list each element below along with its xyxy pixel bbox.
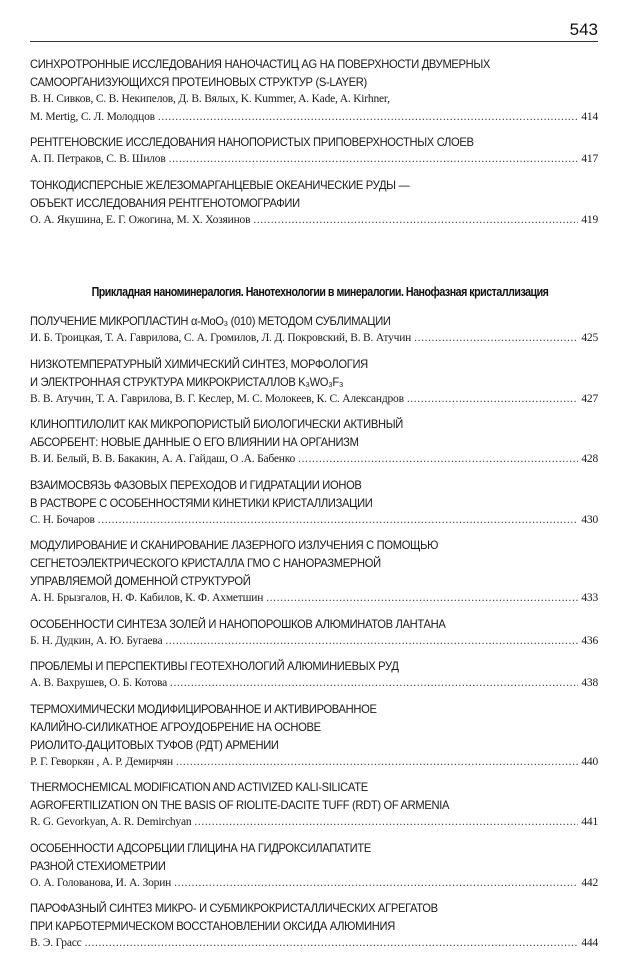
- entry-authors-line: [30, 391, 598, 409]
- entry-page-number: 425: [581, 332, 598, 344]
- entry-title-line: КАЛИЙНО-СИЛИКАТНОЕ АГРОУДОБРЕНИЕ НА ОСНОВЕ: [30, 719, 321, 734]
- entry-authors-line: [30, 935, 598, 953]
- toc-entry[interactable]: [30, 700, 598, 772]
- dot-leader: [98, 512, 579, 530]
- entry-authors-line: [30, 590, 598, 608]
- entry-title-line: ОБЪЕКТ ИССЛЕДОВАНИЯ РЕНТГЕНОТОМОГРАФИИ: [30, 195, 300, 210]
- toc-entry[interactable]: [30, 899, 598, 953]
- entry-page-number: 428: [581, 453, 598, 465]
- dot-leader: [253, 212, 578, 230]
- entry-authors-line: [30, 330, 598, 348]
- entry-page-number: 438: [581, 677, 598, 689]
- dot-leader: [414, 330, 578, 348]
- toc-entry[interactable]: [30, 55, 598, 126]
- entry-title-line: НИЗКОТЕМПЕРАТУРНЫЙ ХИМИЧЕСКИЙ СИНТЕЗ, МОРФОЛОГИЯ: [30, 356, 368, 371]
- entry-title-line: И ЭЛЕКТРОННАЯ СТРУКТУРА МИКРОКРИСТАЛЛОВ K₃WO₃F₃: [30, 374, 344, 389]
- dot-leader: [176, 754, 578, 772]
- entry-title-line: РЕНТГЕНОВСКИЕ ИССЛЕДОВАНИЯ НАНОПОРИСТЫХ ПРИПОВЕРХНОСТНЫХ СЛОЕВ: [30, 135, 474, 149]
- entry-page-number: 427: [581, 392, 598, 405]
- entry-title-line: АБСОРБЕНТ: НОВЫЕ ДАННЫЕ О ЕГО ВЛИЯНИИ НА ОРГАНИЗМ: [30, 435, 359, 449]
- entry-title-line: ПРОБЛЕМЫ И ПЕРСПЕКТИВЫ ГЕОТЕХНОЛОГИЙ АЛЮМИНИЕВЫХ РУД: [30, 659, 399, 673]
- entry-authors-line: [30, 875, 598, 893]
- dot-leader: [165, 633, 578, 651]
- dot-leader: [85, 935, 579, 953]
- section-heading: Прикладная наноминералогия. Нанотехнологии в минералогии. Нанофазная кристаллизация: [91, 284, 549, 299]
- entry-authors-line: [30, 212, 598, 230]
- entry-title-line: ПАРОФАЗНЫЙ СИНТЕЗ МИКРО- И СУБМИКРОКРИСТАЛЛИЧЕСКИХ АГРЕГАТОВ: [30, 901, 438, 915]
- dot-leader: [194, 814, 578, 832]
- entry-page-number: 442: [581, 876, 598, 889]
- entry-title-line: ПОЛУЧЕНИЕ МИКРОПЛАСТИН α-MoO₃ (010) МЕТОДОМ СУБЛИМАЦИИ: [30, 314, 391, 328]
- toc-entry[interactable]: [30, 536, 598, 608]
- entry-authors-line: [30, 754, 598, 772]
- entry-authors: В. Н. Сивков, С. В. Некипелов, Д. В. Вялых, K. Kummer, A. Kade, A. Kirhner,: [30, 93, 390, 105]
- dot-leader: [158, 109, 578, 127]
- dot-leader: [298, 451, 578, 469]
- toc-entry[interactable]: [30, 615, 598, 651]
- toc-entry[interactable]: [30, 476, 598, 530]
- entry-authors: В. И. Белый, В. В. Бакакин, А. А. Гайдаш, О .А. Бабенко: [30, 453, 296, 465]
- entry-title-line: THERMOCHEMICAL MODIFICATION AND ACTIVIZED KALI-SILICATE: [30, 780, 368, 794]
- dot-leader: [266, 590, 578, 608]
- entry-title-line: ПРИ КАРБОТЕРМИЧЕСКОМ ВОССТАНОВЛЕНИИ ОКСИДА АЛЮМИНИЯ: [30, 919, 395, 933]
- toc-entry[interactable]: [30, 839, 598, 893]
- entry-page-number: 444: [581, 937, 598, 949]
- entry-page-number: 419: [581, 213, 598, 226]
- entry-page-number: 414: [581, 110, 598, 123]
- entry-authors: Б. Н. Дудкин, А. Ю. Бугаева: [30, 634, 163, 647]
- entry-authors-line: [30, 512, 598, 530]
- entry-page-number: 436: [581, 634, 598, 647]
- entry-authors: Р. Г. Геворкян , А. Р. Демирчян: [30, 755, 173, 768]
- entry-authors: А. Н. Брызгалов, Н. Ф. Кабилов, К. Ф. Ахметшин: [30, 592, 264, 604]
- entry-title-line: AGROFERTILIZATION ON THE BASIS OF RIOLITE-DACITE TUFF (RDT) OF ARMENIA: [30, 798, 450, 812]
- entry-title-line: РИОЛИТО-ДАЦИТОВЫХ ТУФОВ (РДТ) АРМЕНИИ: [30, 737, 279, 752]
- toc-entry[interactable]: [30, 133, 598, 169]
- entry-authors-line: [30, 109, 598, 127]
- toc-entries-continued: [30, 55, 598, 236]
- entry-page-number: 417: [581, 153, 598, 165]
- entry-authors: А. В. Вахрушев, О. Б. Котова: [30, 677, 167, 689]
- entry-title-line: СИНХРОТРОННЫЕ ИССЛЕДОВАНИЯ НАНОЧАСТИЦ AG НА ПОВЕРХНОСТИ ДВУМЕРНЫХ: [30, 57, 491, 71]
- toc-entry[interactable]: [30, 657, 598, 693]
- entry-page-number: 440: [581, 755, 598, 768]
- entry-authors-line: [30, 91, 598, 109]
- entry-title-line: МОДУЛИРОВАНИЕ И СКАНИРОВАНИЕ ЛАЗЕРНОГО ИЗЛУЧЕНИЯ С ПОМОЩЬЮ: [30, 538, 439, 552]
- entry-page-number: 433: [581, 592, 598, 604]
- entry-authors: А. П. Петраков, С. В. Шилов: [30, 153, 166, 165]
- entry-authors-line: [30, 151, 598, 169]
- entry-title-line: ТЕРМОХИМИЧЕСКИ МОДИФИЦИРОВАННОЕ И АКТИВИРОВАННОЕ: [30, 701, 377, 716]
- dot-leader: [174, 875, 578, 893]
- entry-authors: И. Б. Троицкая, Т. А. Гаврилова, С. А. Громилов, Л. Д. Покровский, В. В. Атучин: [30, 332, 412, 344]
- dot-leader: [169, 151, 579, 169]
- entry-title-line: УПРАВЛЯЕМОЙ ДОМЕННОЙ СТРУКТУРОЙ: [30, 574, 251, 588]
- toc-entry[interactable]: [30, 176, 598, 230]
- entry-authors: M. Mertig, С. Л. Молодцов: [30, 110, 155, 123]
- entry-authors-line: [30, 451, 598, 469]
- entry-authors: R. G. Gevorkyan, A. R. Demirchyan: [30, 816, 192, 828]
- entry-page-number: 441: [581, 816, 598, 828]
- entry-title-line: В РАСТВОРЕ С ОСОБЕННОСТЯМИ КИНЕТИКИ КРИСТАЛЛИЗАЦИИ: [30, 495, 373, 510]
- entry-title-line: РАЗНОЙ СТЕХИОМЕТРИИ: [30, 858, 166, 873]
- dot-leader: [407, 391, 579, 409]
- toc-entry[interactable]: [30, 312, 598, 348]
- toc-entry[interactable]: [30, 778, 598, 832]
- entry-title-line: САМООРГАНИЗУЮЩИХСЯ ПРОТЕИНОВЫХ СТРУКТУР (S-LAYER): [30, 75, 367, 89]
- entry-authors: О. А. Голованова, И. А. Зорин: [30, 876, 172, 889]
- toc-entry[interactable]: [30, 415, 598, 469]
- entry-authors: С. Н. Бочаров: [30, 513, 95, 526]
- entry-title-line: КЛИНОПТИЛОЛИТ КАК МИКРОПОРИСТЫЙ БИОЛОГИЧЕСКИ АКТИВНЫЙ: [30, 417, 403, 431]
- entry-authors-line: [30, 675, 598, 693]
- entry-title-line: ОСОБЕННОСТИ СИНТЕЗА ЗОЛЕЙ И НАНОПОРОШКОВ АЛЮМИНАТОВ ЛАНТАНА: [30, 616, 446, 631]
- entry-page-number: 430: [581, 513, 598, 526]
- entry-title-line: СЕГНЕТОЭЛЕКТРИЧЕСКОГО КРИСТАЛЛА ГМО С НАНОРАЗМЕРНОЙ: [30, 556, 381, 570]
- header-rule: [30, 41, 598, 42]
- entry-title-line: ОСОБЕННОСТИ АДСОРБЦИИ ГЛИЦИНА НА ГИДРОКСИЛАПАТИТЕ: [30, 840, 372, 855]
- toc-entry[interactable]: [30, 355, 598, 409]
- entry-authors: В. В. Атучин, Т. А. Гаврилова, В. Г. Кеслер, М. С. Молокеев, К. С. Александров: [30, 392, 404, 405]
- dot-leader: [170, 675, 578, 693]
- toc-section-entries: [30, 312, 598, 960]
- entry-title-line: ТОНКОДИСПЕРСНЫЕ ЖЕЛЕЗОМАРГАНЦЕВЫЕ ОКЕАНИЧЕСКИЕ РУДЫ —: [30, 177, 410, 192]
- entry-authors-line: [30, 814, 598, 832]
- entry-title-line: ВЗАИМОСВЯЗЬ ФАЗОВЫХ ПЕРЕХОДОВ И ГИДРАТАЦИИ ИОНОВ: [30, 477, 362, 492]
- entry-authors-line: [30, 633, 598, 651]
- entry-authors: В. Э. Грасс: [30, 937, 82, 949]
- entry-authors: О. А. Якушина, Е. Г. Ожогина, М. Х. Хозяинов: [30, 213, 251, 226]
- page-number: 543: [569, 20, 598, 39]
